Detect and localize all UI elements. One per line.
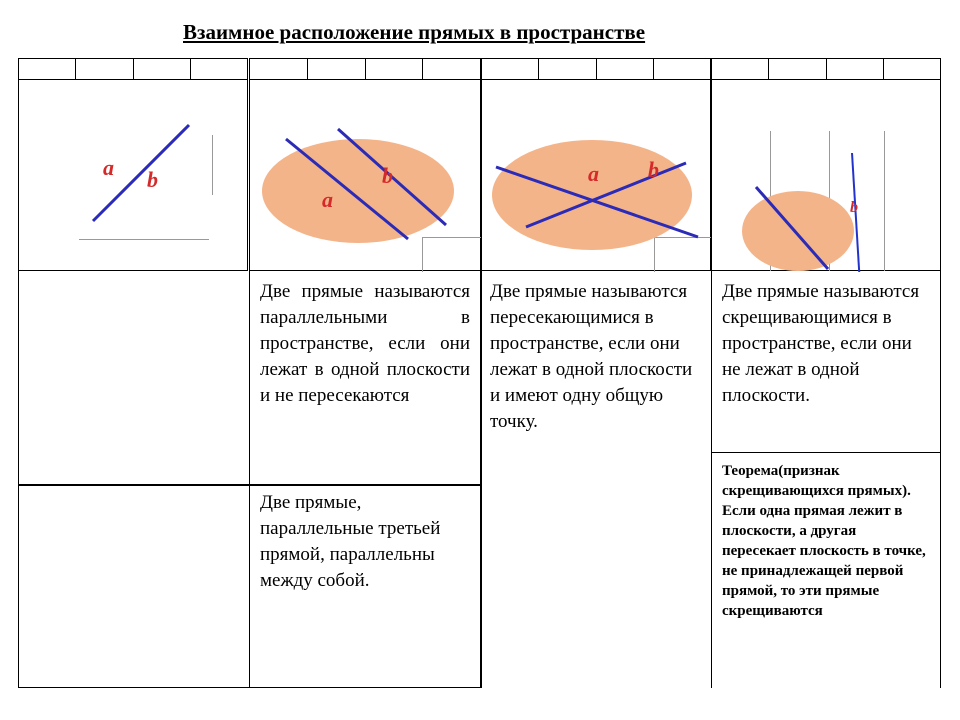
- definition-skew-text: Две прямые называются скрещивающимися в пространстве, если они не лежат в одной плоскости.: [722, 281, 920, 406]
- theorem-text: Теорема(признак скрещивающихся прямых). Если одна прямая лежит в плоскости, а другая пересекает плоскость в точке, не принадлежащей первой прямой, то эти прямые скрещиваются: [722, 463, 926, 619]
- skew-figure: [712, 59, 942, 272]
- page-title: Взаимное расположение прямых в пространстве: [183, 20, 646, 44]
- label-a: a: [103, 155, 114, 180]
- definition-transitivity-text: Две прямые, параллельные третьей прямой, параллельны между собой.: [260, 492, 441, 591]
- plane: [492, 140, 692, 250]
- label-b: b: [382, 163, 393, 188]
- parallel-figure: [250, 59, 482, 272]
- plane: [742, 191, 854, 271]
- plane: [262, 139, 454, 243]
- figure-panel-parallel: [249, 58, 481, 271]
- definition-parallel: [249, 271, 481, 485]
- definition-parallel-text: Две прямые называются параллельными в пространстве, если они лежат в одной плоскости и не пересекаются: [260, 281, 470, 406]
- definition-intersecting-text: Две прямые называются пересекающимися в пространстве, если они лежат в одной плоскости и имеют одну общую точку.: [490, 281, 693, 432]
- label-a: a: [322, 187, 333, 212]
- theorem-skew: [711, 453, 941, 688]
- label-b: b: [147, 167, 158, 192]
- figure-panel-intersecting: [481, 58, 711, 271]
- label-b: b: [850, 199, 858, 216]
- definition-intersecting: [481, 271, 711, 688]
- definition-transitivity: [249, 485, 481, 688]
- label-a: a: [588, 161, 599, 186]
- empty-cell: [18, 271, 249, 485]
- definition-skew: [711, 271, 941, 453]
- figure-panel-skew: [711, 58, 941, 271]
- empty-cell: [18, 485, 249, 688]
- label-b: b: [648, 157, 659, 182]
- line-figure: [19, 59, 249, 272]
- figure-panel-general: [18, 58, 248, 271]
